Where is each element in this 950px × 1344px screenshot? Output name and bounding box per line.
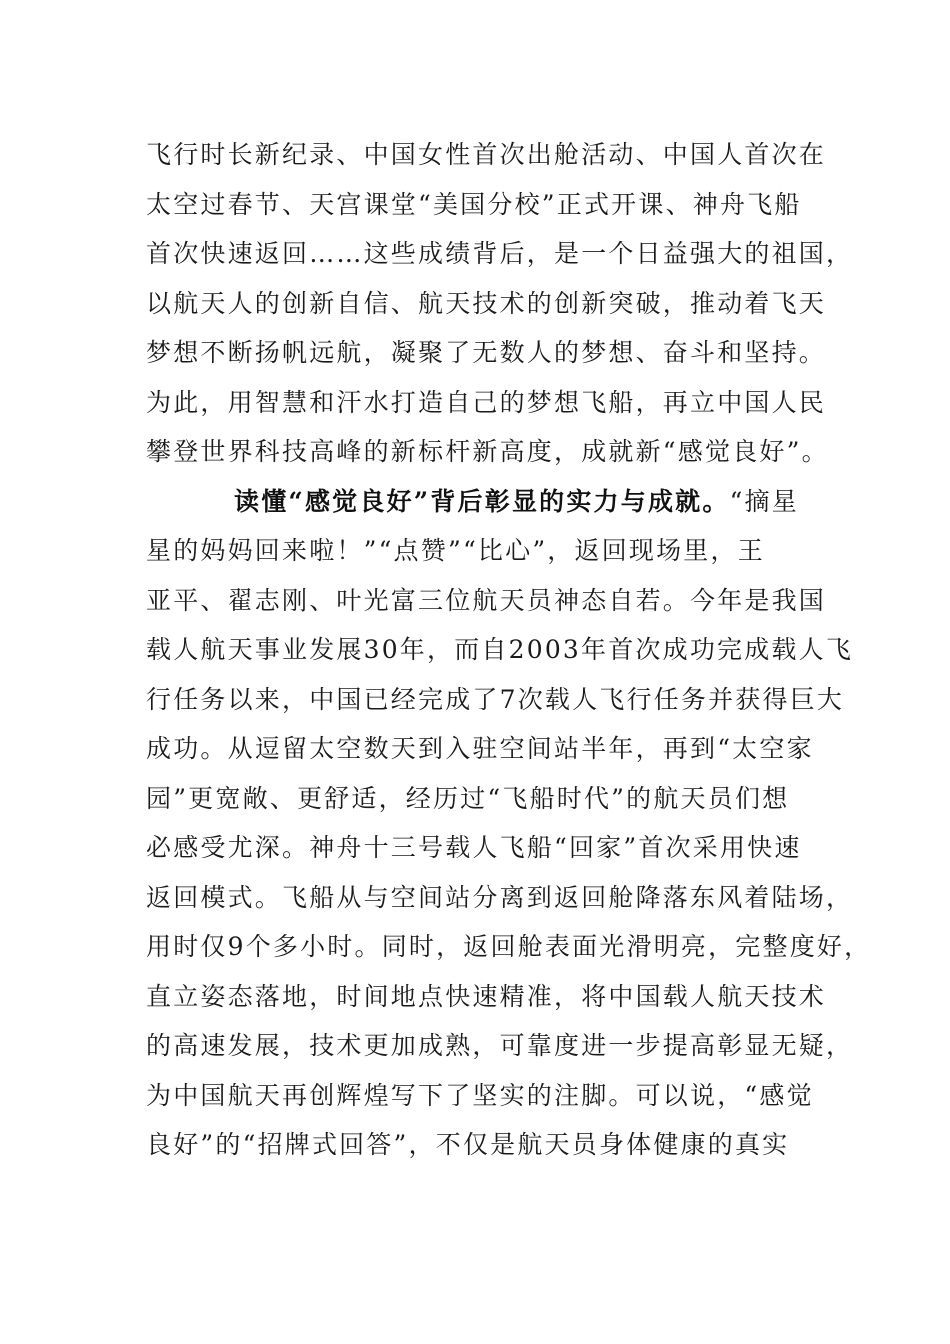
text-line: 攀登世界科技高峰的新标杆新高度，成就新“感觉良好”。 (146, 437, 829, 466)
text-line: 载人航天事业发展30年，而自2003年首次成功完成载人飞 (146, 635, 854, 664)
text-line: 成功。从逗留太空数天到入驻空间站半年，再到“太空家 (146, 734, 814, 763)
text-line: 梦想不断扬帆远航，凝聚了无数人的梦想、奋斗和坚持。 (146, 338, 827, 367)
text-line: 用时仅9个多小时。同时，返回舱表面光滑明亮，完整度好， (146, 932, 872, 961)
text-line: 太空过春节、天宫课堂“美国分校”正式开课、神舟飞船 (146, 189, 802, 219)
text-line: 园”更宽敞、更舒适，经历过“飞船时代”的航天员们想 (146, 783, 790, 813)
text-line: 的高速发展，技术更加成熟，可靠度进一步提高彰显无疑， (146, 1031, 854, 1060)
text-line: 亚平、翟志刚、叶光富三位航天员神态自若。今年是我国 (146, 585, 827, 615)
text-line: 为此，用智慧和汗水打造自己的梦想飞船，再立中国人民 (146, 387, 827, 417)
text-line: 行任务以来，中国已经完成了7次载人飞行任务并获得巨大 (146, 684, 845, 714)
body-text (146, 130, 872, 1170)
text-line: 必感受尤深。神舟十三号载人飞船“回家”首次采用快速 (146, 833, 802, 862)
paragraph-heading-line (146, 477, 836, 527)
text-line: 直立姿态落地，时间地点快速精准，将中国载人航天技术 (146, 981, 827, 1011)
text-line: 良好”的“招牌式回答”，不仅是航天员身体健康的真实 (146, 1130, 790, 1159)
text-run: “摘星 (729, 486, 799, 516)
text-line: 飞行时长新纪录、中国女性首次出舱活动、中国人首次在 (146, 140, 827, 169)
text-line: 星的妈妈回来啦！”“点赞”“比心”，返回现场里，王 (146, 536, 765, 565)
text-line: 返回模式。飞船从与空间站分离到返回舱降落东风着陆场， (146, 882, 854, 912)
section-heading: 读懂“感觉良好”背后彰显的实力与成就。 (234, 486, 730, 516)
text-line: 为中国航天再创辉煌写下了坚实的注脚。可以说，“感觉 (146, 1080, 814, 1110)
text-line: 以航天人的创新自信、航天技术的创新突破，推动着飞天 (146, 288, 827, 318)
text-line: 首次快速返回……这些成绩背后，是一个日益强大的祖国， (146, 239, 854, 268)
